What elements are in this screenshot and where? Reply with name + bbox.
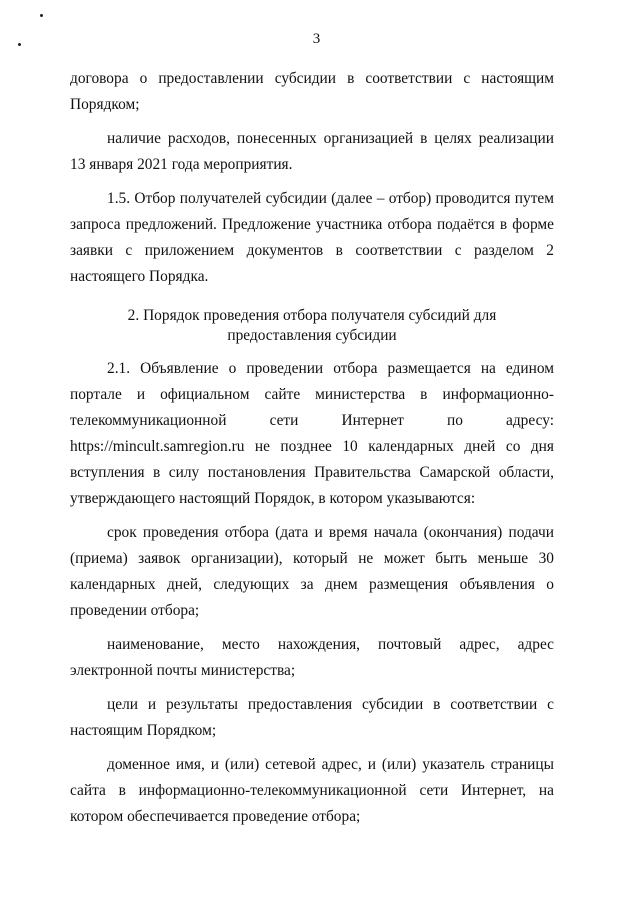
page-number: 3 <box>312 31 321 47</box>
paragraph-goals: цели и результаты предоставления субсидии в соответствии с настоящим Порядком; <box>70 696 554 739</box>
paragraph-domain: доменное имя, и (или) сетевой адрес, и (или) указатель страницы сайта в информационно-телекоммуникационной сети Интернет, на котором обеспечивается проведение отбора; <box>70 756 554 825</box>
paragraph-expenses: наличие расходов, понесенных организацией в целях реализации 13 января 2021 года мероприятия. <box>70 130 554 173</box>
scan-speck-mark <box>40 14 43 17</box>
paragraph-ministry-address: наименование, место нахождения, почтовый адрес, адрес электронной почты министерства; <box>70 636 554 679</box>
section-heading <box>70 306 554 346</box>
section-heading-line-1: 2. Порядок проведения отбора получателя субсидий для <box>127 307 497 324</box>
paragraph-contract-continuation: договора о предоставлении субсидии в соответствии с настоящим Порядком; <box>70 70 554 113</box>
paragraph-2-1: 2.1. Объявление о проведении отбора размещается на едином портале и официальном сайте министерства в информационно-телекоммуникационной сети Интернет по адресу: https://mincult.samregion.ru не позднее 10 календарных дней со дня вступления в силу постановления Правительства Самарской области, утверждающего настоящий Порядок, в котором указываются: <box>70 360 554 507</box>
paragraph-1-5: 1.5. Отбор получателей субсидии (далее – отбор) проводится путем запроса предложений. Предложение участника отбора подаётся в форме заявки с приложением документов в соответствии с разделом 2 настоящего Порядка. <box>70 190 554 285</box>
section-heading-line-2: предоставления субсидии <box>227 327 397 344</box>
document-body <box>70 66 554 830</box>
paragraph-deadline: срок проведения отбора (дата и время начала (окончания) подачи (приема) заявок организации), который не может быть меньше 30 календарных дней, следующих за днем размещения объявления о проведении отбора; <box>70 524 554 619</box>
